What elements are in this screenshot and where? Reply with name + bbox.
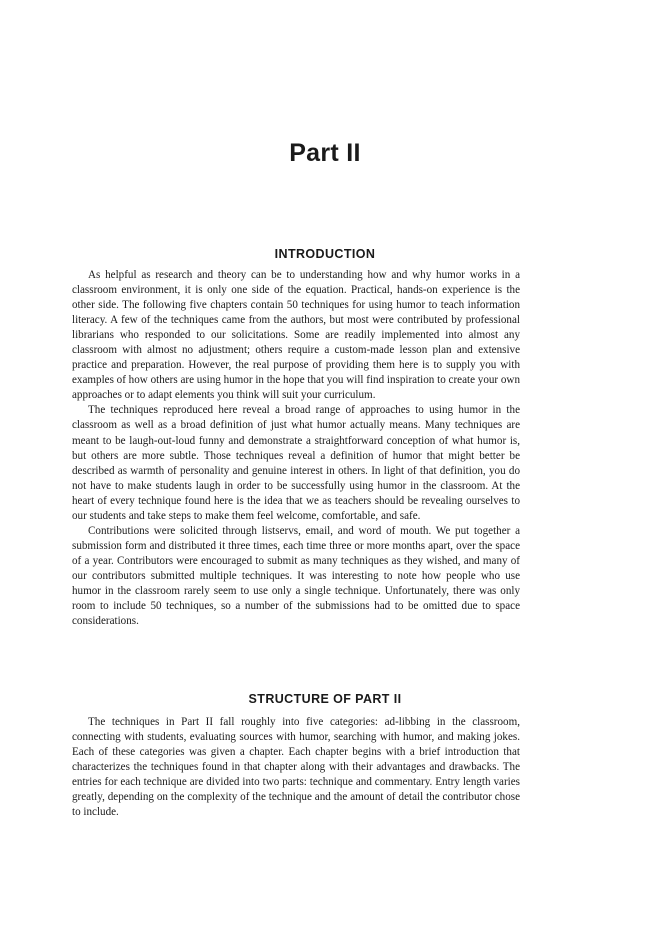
introduction-heading: INTRODUCTION	[274, 247, 376, 261]
structure-body	[72, 715, 520, 820]
part-title: Part II	[289, 139, 361, 167]
structure-paragraph-1: The techniques in Part II fall roughly into five categories: ad-libbing in the classroom, connecting with students, evaluating sources with humor, searching with humor, and making jokes. Each of these categories was given a chapter. Each chapter begins with a brief introduction that characterizes the techniques found in that chapter along with their advantages and drawbacks. The entries for each technique are divided into two parts: technique and commentary. Entry length varies greatly, depending on the complexity of the technique and the amount of detail the contributor chose to include.	[72, 716, 520, 819]
introduction-paragraph-1: As helpful as research and theory can be to understanding how and why humor works in a classroom environment, it is only one side of the equation. Practical, hands-on experience is the other side. The following five chapters contain 50 techniques for using humor to teach information literacy. A few of the techniques came from the authors, but most were contributed by professional librarians who responded to our solicitations. Some are readily implemented into almost any classroom with almost no adjustment; others require a custom-made lesson plan and extensive practice and preparation. However, the real purpose of providing them here is to supply you with examples of how others are using humor in the hope that you will find inspiration to create your own approaches or to adapt elements you think will suit your curriculum.	[72, 269, 520, 402]
structure-heading: STRUCTURE OF PART II	[248, 692, 402, 706]
introduction-paragraph-2: The techniques reproduced here reveal a broad range of approaches to using humor in the classroom as well as a broad definition of just what humor actually means. Many techniques are meant to be laugh-out-loud funny and demonstrate a straightforward conception of what humor is, but others are more subtle. Those techniques reveal a definition of humor that might better be described as warmth of personality and genuine interest in others. In light of that definition, you do not have to make students laugh in order to be successfully using humor in the classroom. At the heart of every technique found here is the idea that we as teachers should be revealing ourselves to our students and take steps to make them feel welcome, comfortable, and safe.	[72, 404, 520, 522]
introduction-paragraph-3: Contributions were solicited through listservs, email, and word of mouth. We put together a submission form and distributed it three times, each time three or more months apart, over the space of a year. Contributors were encouraged to submit as many techniques as they wished, and many of our contributors submitted multiple techniques. It was interesting to note how people who use humor in the classroom rarely seem to use only a single technique. Unfortunately, there was only room to include 50 techniques, so a number of the submissions had to be omitted due to space considerations.	[72, 524, 520, 628]
introduction-body	[72, 268, 520, 629]
